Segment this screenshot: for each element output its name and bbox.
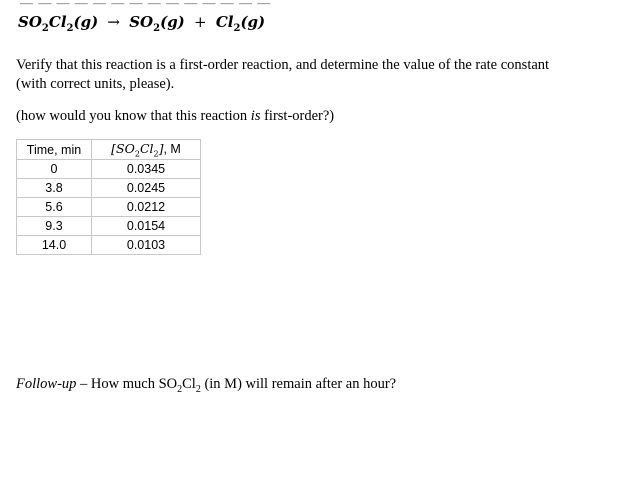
instruction-paragraph: Verify that this reaction is a first-order reaction, and determine the value of the rate constant (with correct units, please). [16, 57, 550, 92]
table-row [17, 217, 201, 236]
time-cell: 9.3 [17, 217, 92, 236]
follow-up-question: Follow-up – How much $SO_2Cl_2$ (in M) will remain after an hour? [16, 376, 397, 395]
first-order-question: (how would you know that this reaction is first-order?) [16, 108, 335, 124]
conc-cell: 0.0345 [92, 160, 201, 179]
table-header-row [17, 140, 201, 160]
conc-cell: 0.0154 [92, 217, 201, 236]
time-cell: 3.8 [17, 179, 92, 198]
concentration-header: $[SO_2Cl_2]$, M [92, 140, 201, 160]
table-row [17, 160, 201, 179]
table-row [17, 179, 201, 198]
time-cell: 0 [17, 160, 92, 179]
reaction-arrow: → [107, 13, 120, 31]
time-cell: 14.0 [17, 236, 92, 255]
cropped-top-text: — — — — — — — — — — — — — — [20, 0, 272, 10]
time-cell: 5.6 [17, 198, 92, 217]
conc-cell: 0.0103 [92, 236, 201, 255]
conc-cell: 0.0245 [92, 179, 201, 198]
table-row [17, 236, 201, 255]
concentration-table [16, 139, 201, 255]
reaction-equation: $SO_2Cl_2(g) \to SO_2(g) + Cl_2(g)$ [18, 13, 266, 34]
table-row [17, 198, 201, 217]
conc-cell: 0.0212 [92, 198, 201, 217]
time-header: Time, min [17, 140, 92, 160]
